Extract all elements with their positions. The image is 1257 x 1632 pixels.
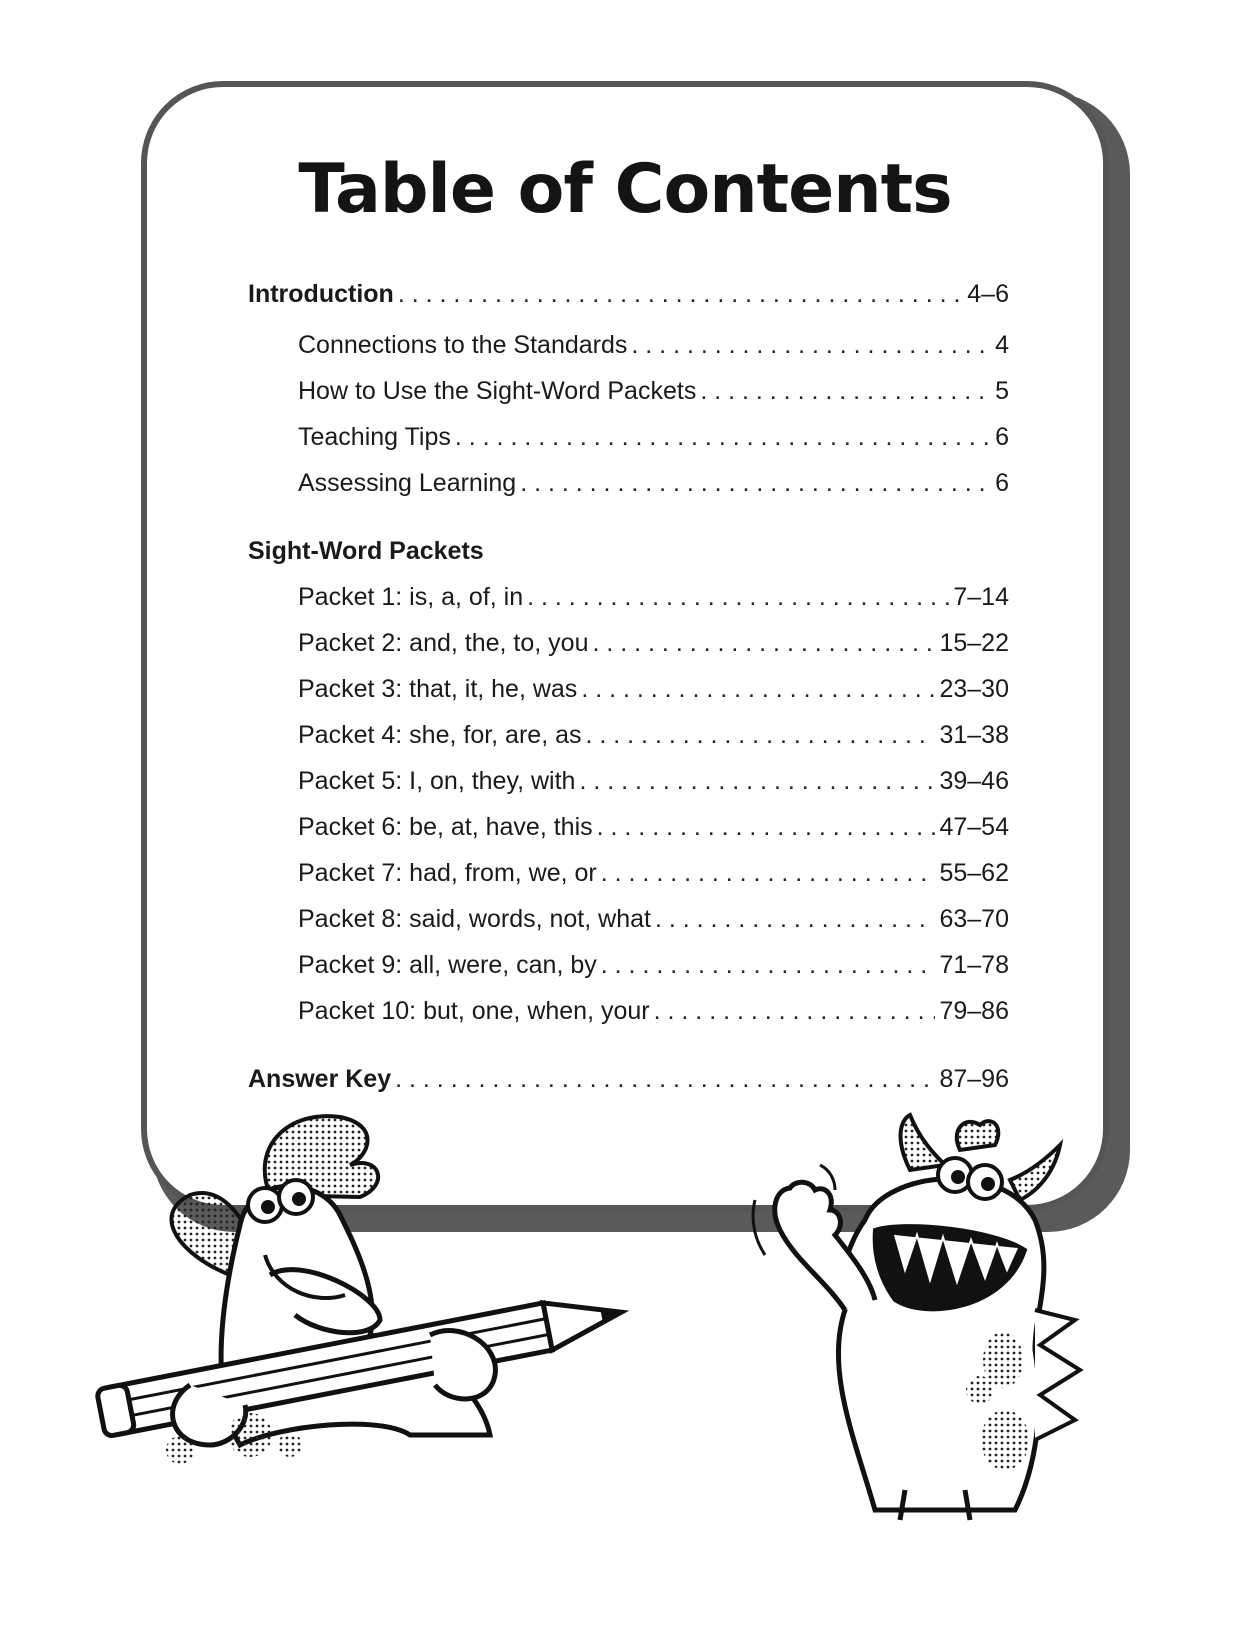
toc-entry-pages: 15–22 xyxy=(939,629,1009,657)
dot-leader xyxy=(597,813,936,842)
dot-leader xyxy=(520,469,991,498)
toc-entry-pages: 39–46 xyxy=(939,767,1009,795)
toc-entry-packet-9 xyxy=(298,951,1009,985)
toc-entry-packet-3 xyxy=(298,675,1009,709)
dot-leader xyxy=(579,767,935,796)
toc-entry-label: Packet 8: said, words, not, what xyxy=(298,905,651,933)
toc-entry-label: Packet 7: had, from, we, or xyxy=(298,859,597,887)
dot-leader xyxy=(654,997,936,1026)
toc-entry-pages: 23–30 xyxy=(939,675,1009,703)
toc-entry-label: Packet 1: is, a, of, in xyxy=(298,583,524,611)
toc-entry-label: Packet 2: and, the, to, you xyxy=(298,629,589,657)
toc-entry-packet-6 xyxy=(298,813,1009,847)
toc-entry-pages: 55–62 xyxy=(939,859,1009,887)
toc-entry-label: Packet 6: be, at, have, this xyxy=(298,813,593,841)
toc-entry-packet-8 xyxy=(298,905,1009,939)
toc-entry-packet-5 xyxy=(298,767,1009,801)
toc-entry-pages: 31–38 xyxy=(939,721,1009,749)
toc-entry-answer-key xyxy=(248,1065,1009,1099)
toc-entry-pages: 71–78 xyxy=(939,951,1009,979)
dot-leader xyxy=(581,675,935,704)
dot-leader xyxy=(398,280,963,309)
toc-entry-introduction xyxy=(248,280,1009,314)
dot-leader xyxy=(655,905,936,934)
toc-entry-label: Assessing Learning xyxy=(298,469,517,497)
toc-entry-assessing xyxy=(298,469,1009,503)
toc-entry-label: Packet 3: that, it, he, was xyxy=(298,675,578,703)
toc-entry-packet-2 xyxy=(298,629,1009,663)
toc-entry-label: Packet 10: but, one, when, your xyxy=(298,997,650,1025)
dot-leader xyxy=(455,423,991,452)
toc-entry-teaching-tips xyxy=(298,423,1009,457)
dot-leader xyxy=(601,951,936,980)
toc-entry-label: Packet 5: I, on, they, with xyxy=(298,767,576,795)
dot-leader xyxy=(700,377,991,406)
toc-entry-label: How to Use the Sight-Word Packets xyxy=(298,377,697,405)
section-heading-packets: Sight-Word Packets xyxy=(248,537,484,565)
dot-leader xyxy=(631,331,991,360)
toc-entry-label: Packet 4: she, for, are, as xyxy=(298,721,582,749)
monster-with-pencil-illustration xyxy=(80,1105,660,1505)
toc-entry-pages: 5 xyxy=(995,377,1009,405)
toc-entry-label: Teaching Tips xyxy=(298,423,451,451)
toc-entry-pages: 79–86 xyxy=(939,997,1009,1025)
toc-entry-label: Answer Key xyxy=(248,1065,392,1093)
toc-entry-how-to-use xyxy=(298,377,1009,411)
toc-entry-connections xyxy=(298,331,1009,365)
toc-entry-pages: 4–6 xyxy=(967,280,1009,308)
toc-entry-packet-10 xyxy=(298,997,1009,1031)
waving-monster-illustration xyxy=(735,1110,1095,1530)
toc-entry-packet-4 xyxy=(298,721,1009,755)
toc-entry-label: Connections to the Standards xyxy=(298,331,628,359)
toc-entry-pages: 47–54 xyxy=(939,813,1009,841)
toc-entry-packet-7 xyxy=(298,859,1009,893)
toc-entry-packet-1 xyxy=(298,583,1009,617)
toc-entry-pages: 7–14 xyxy=(953,583,1009,611)
toc-entry-pages: 6 xyxy=(995,469,1009,497)
toc-entry-pages: 87–96 xyxy=(939,1065,1009,1093)
toc-entry-pages: 63–70 xyxy=(939,905,1009,933)
dot-leader xyxy=(585,721,935,750)
toc-entry-label: Packet 9: all, were, can, by xyxy=(298,951,597,979)
toc-entry-pages: 4 xyxy=(995,331,1009,359)
dot-leader xyxy=(592,629,935,658)
page-title: Table of Contents xyxy=(298,150,952,229)
dot-leader xyxy=(601,859,936,888)
dot-leader xyxy=(527,583,949,612)
toc-entry-pages: 6 xyxy=(995,423,1009,451)
toc-entry-label: Introduction xyxy=(248,280,394,308)
dot-leader xyxy=(395,1065,935,1094)
